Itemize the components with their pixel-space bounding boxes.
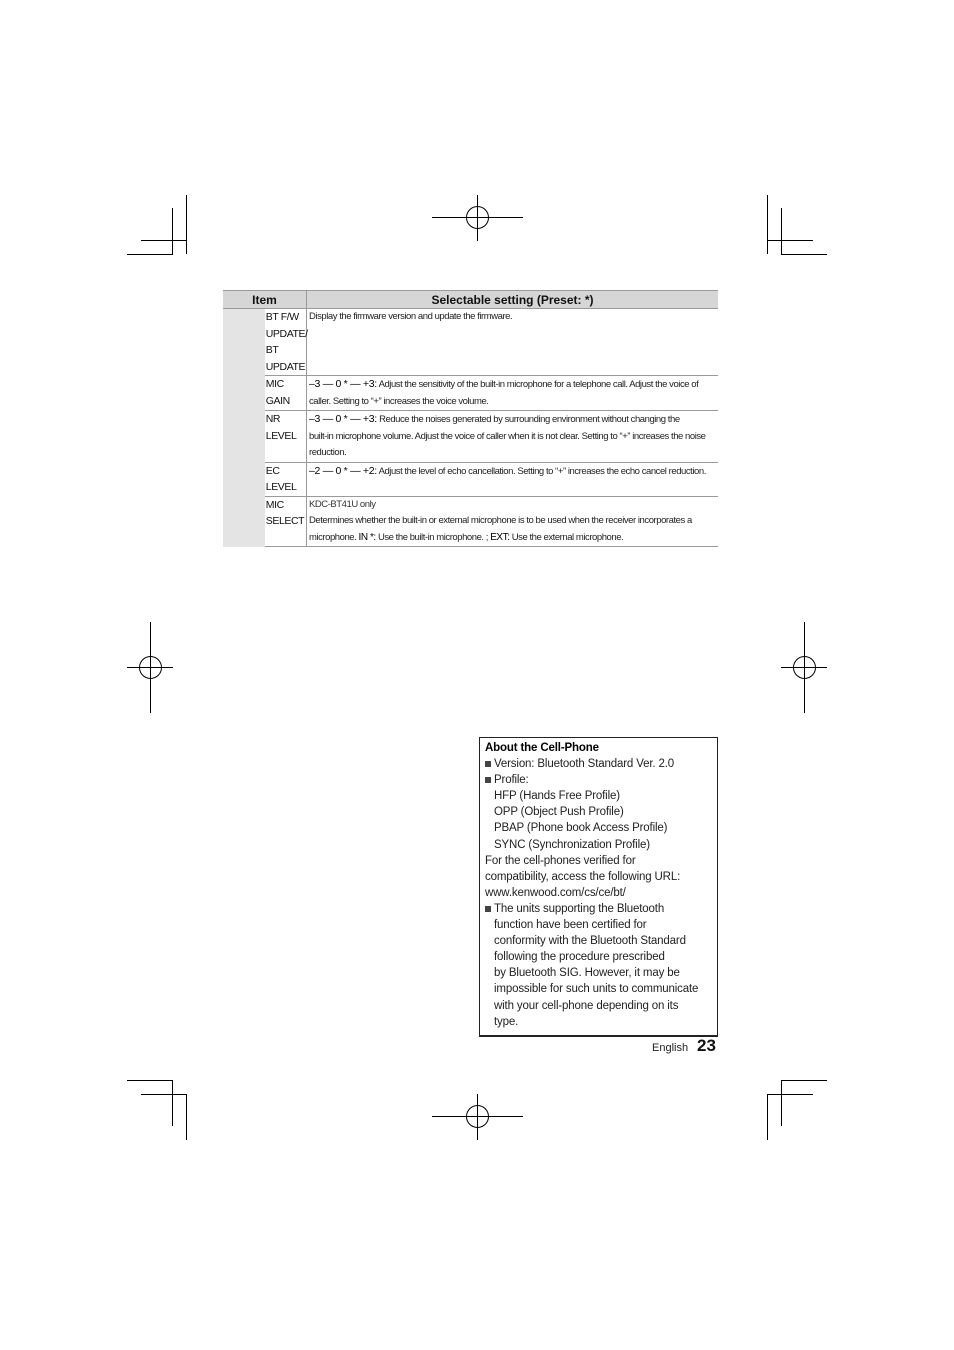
compat-text: For the cell-phones verified for compatibility, access the following URL: www.kenwood.com/cs/ce/bt/	[485, 853, 713, 901]
setting-description: Display the firmware version and update the firmware.	[309, 311, 513, 322]
option-ext-label: EXT:	[490, 531, 510, 543]
item-cell: BT F/W UPDATE/ BT UPDATE	[265, 309, 307, 376]
table-header-row	[223, 291, 718, 309]
profile-item: SYNC (Synchronization Profile)	[494, 838, 650, 851]
registration-mark-bottom	[432, 1094, 523, 1140]
setting-cell	[307, 496, 719, 547]
square-bullet-icon	[485, 761, 491, 767]
page-number: 23	[697, 1036, 716, 1055]
setting-description-cont: built-in microphone volume. Adjust the voice of caller when it is not clear. Setting to “+” increases the noise reduction.	[309, 430, 706, 458]
column-header-item: Item	[223, 291, 307, 309]
square-bullet-icon	[485, 777, 491, 783]
list-item: The units supporting the Bluetooth function have been certified for conformity with the Bluetooth Standard following the procedure prescribed by Bluetooth SIG. However, it may be impossible for such units to communicate with your cell-phone depending on its type.	[485, 901, 713, 1030]
setting-description: Reduce the noises generated by surrounding environment without changing the	[379, 414, 680, 425]
list-item: Profile:	[485, 772, 713, 788]
footer-language: English	[652, 1042, 689, 1054]
model-note: KDC-BT41U only	[309, 498, 376, 510]
option-in-label: IN *:	[358, 531, 376, 543]
column-header-setting: Selectable setting (Preset: *)	[307, 291, 719, 309]
registration-mark-left	[127, 622, 173, 713]
setting-description: Determines whether the built-in or external microphone is to be used when the receiver incorporates a microphone.	[309, 515, 692, 543]
item-cell: MIC GAIN	[265, 376, 307, 411]
setting-description: Adjust the sensitivity of the built-in microphone for a telephone call. Adjust the voice of caller. Setting to “+” increases the voice volume.	[309, 379, 699, 407]
setting-cell	[307, 411, 719, 463]
setting-cell	[307, 309, 719, 376]
table-row	[223, 462, 718, 496]
setting-range: –3 — 0 * — +3:	[309, 413, 377, 425]
table-row	[223, 496, 718, 547]
support-url: www.kenwood.com/cs/ce/bt/	[485, 886, 626, 899]
setting-cell	[307, 376, 719, 411]
info-box-title: About the Cell-Phone	[485, 742, 599, 754]
item-cell: EC LEVEL	[265, 462, 307, 496]
table-row	[223, 376, 718, 411]
setting-range: –2 — 0 * — +2:	[309, 464, 377, 477]
setting-range: –3 — 0 * — +3:	[309, 378, 377, 390]
square-bullet-icon	[485, 906, 491, 912]
list-item: Version: Bluetooth Standard Ver. 2.0	[485, 756, 713, 772]
option-in-text: Use the built-in microphone. ;	[377, 531, 488, 543]
profile-item: HFP (Hands Free Profile)	[494, 790, 620, 803]
registration-mark-top	[432, 195, 523, 241]
item-cell: NR LEVEL	[265, 411, 307, 463]
profile-item: OPP (Object Push Profile)	[494, 806, 624, 819]
table-row	[223, 309, 718, 376]
item-cell: MIC SELECT	[265, 496, 307, 547]
registration-mark-right	[781, 622, 827, 713]
option-ext-text: Use the external microphone.	[511, 531, 624, 543]
setting-description: Adjust the level of echo cancellation. Setting to “+” increases the echo cancel reduction.	[378, 465, 706, 477]
cell-phone-info-box	[479, 737, 718, 1037]
profile-item: PBAP (Phone book Access Profile)	[494, 822, 668, 835]
setting-cell	[307, 462, 719, 496]
table-row	[223, 411, 718, 463]
settings-table	[223, 290, 718, 547]
